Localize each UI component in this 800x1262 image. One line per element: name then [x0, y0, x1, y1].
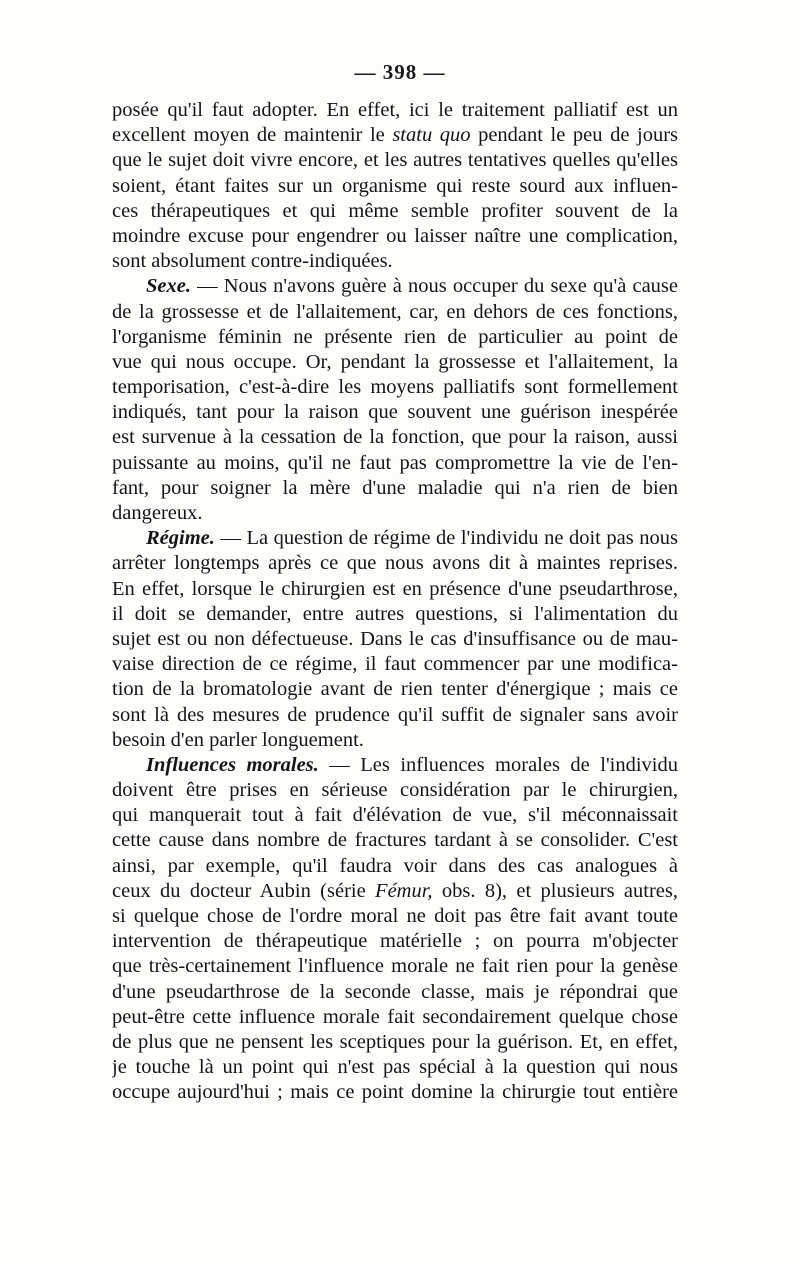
section-heading: Influences morales.: [146, 753, 319, 776]
text-line: [112, 803, 678, 828]
line-text: si quelque chose de l'ordre moral ne doit pas être fait avant toute: [112, 905, 678, 927]
line-text: tion de la bromatologie avant de rien tenter d'énergique ; mais ce: [112, 678, 678, 701]
line-text: pendant le peu de jours: [470, 124, 678, 147]
line-text: moindre excuse pour engendrer ou laisser naître une complication,: [112, 224, 678, 247]
text-line: [112, 1005, 678, 1030]
italic-phrase: Fémur,: [375, 879, 433, 902]
text-line: [112, 954, 678, 979]
line-text: soient, étant faites sur un organisme qui reste sourd aux influen-: [112, 174, 678, 197]
text-line: [112, 1030, 678, 1055]
text-line: [112, 274, 678, 299]
text-line: [112, 425, 678, 450]
line-text: ceux du docteur Aubin (série: [112, 879, 376, 902]
text-line: [112, 753, 678, 778]
text-line: [112, 854, 678, 879]
line-text: vue qui nous occupe. Or, pendant la grossesse et l'allaitement, la: [112, 350, 678, 373]
italic-phrase: statu quo: [392, 124, 471, 147]
line-text: qui manquerait tout à fait d'élévation de vue, s'il méconnaissait: [112, 804, 678, 827]
line-text: vaise direction de ce régime, il faut commencer par une modifica-: [112, 653, 678, 676]
text-line: [112, 174, 678, 199]
line-text: intervention de thérapeutique matérielle ; on pourra m'objecter: [112, 930, 678, 953]
line-text: il doit se demander, entre autres questions, si l'alimentation du: [112, 602, 678, 625]
line-text: obs. 8), et plusieurs autres,: [432, 879, 678, 902]
line-text: — La question de régime de l'individu ne doit pas nous: [214, 527, 678, 550]
text-line: [112, 980, 678, 1005]
text-line: [112, 249, 678, 274]
body-text: [112, 98, 678, 1106]
line-text: de la grossesse et de l'allaitement, car, en dehors de ces fonctions,: [112, 300, 678, 323]
line-text: je touche là un point qui n'est pas spécial à la question qui nous: [112, 1056, 678, 1079]
text-line: [112, 199, 678, 224]
line-text: posée qu'il faut adopter. En effet, ici le traitement palliatif est un: [112, 99, 678, 121]
text-line: [112, 728, 678, 753]
text-line: [112, 451, 678, 476]
text-line: [112, 551, 678, 576]
text-line: [112, 929, 678, 954]
text-line: [112, 703, 678, 728]
text-line: [112, 375, 678, 400]
text-line: [112, 148, 678, 173]
text-line: [112, 476, 678, 501]
line-text: ces thérapeutiques et qui même semble profiter souvent de la: [112, 199, 678, 222]
line-text: — Nous n'avons guère à nous occuper du sexe qu'à cause: [190, 275, 678, 298]
line-text: cette cause dans nombre de fractures tardant à se consolider. C'est: [112, 829, 678, 852]
line-text: d'une pseudarthrose de la seconde classe, mais je répondrai que: [112, 980, 678, 1003]
line-text: temporisation, c'est-à-dire les moyens palliatifs sont formellement: [112, 376, 678, 399]
text-line: [112, 879, 678, 904]
line-text: indiqués, tant pour la raison que souvent une guérison inespérée: [112, 401, 678, 424]
line-text: sont absolument contre-indiquées.: [112, 250, 393, 273]
text-line: [112, 627, 678, 652]
text-line: [112, 1055, 678, 1080]
text-line: [112, 1080, 678, 1105]
line-text: fant, pour soigner la mère d'une maladie qui n'a rien de bien: [112, 476, 678, 499]
text-line: [112, 501, 678, 526]
text-line: [112, 778, 678, 803]
line-text: ainsi, par exemple, qu'il faudra voir dans des cas analogues à: [112, 854, 678, 877]
text-line: [112, 904, 678, 929]
text-line: [112, 677, 678, 702]
text-line: [112, 300, 678, 325]
text-line: [112, 224, 678, 249]
section-heading: Sexe.: [146, 275, 191, 298]
line-text: puissante au moins, qu'il ne faut pas compromettre la vie de l'en-: [112, 451, 678, 474]
text-line: [112, 602, 678, 627]
line-text: arrêter longtemps après ce que nous avons dit à maintes reprises.: [112, 552, 678, 575]
text-line: [112, 828, 678, 853]
text-line: [112, 123, 678, 148]
text-line: [112, 577, 678, 602]
section-heading: Régime.: [146, 527, 215, 550]
line-text: que très-certainement l'influence morale ne fait rien pour la genèse: [112, 955, 678, 978]
line-text: sujet est ou non défectueuse. Dans le cas d'insuffisance ou de mau-: [112, 627, 678, 650]
text-line: [112, 652, 678, 677]
text-line: [112, 325, 678, 350]
line-text: l'organisme féminin ne présente rien de particulier au point de: [112, 325, 678, 348]
line-text: — Les influences morales de l'individu: [318, 753, 678, 776]
line-text: de plus que ne pensent les sceptiques pour la guérison. Et, en effet,: [112, 1030, 678, 1053]
text-line: [112, 400, 678, 425]
text-line: [112, 98, 678, 123]
line-text: dangereux.: [112, 502, 203, 524]
line-text: occupe aujourd'hui ; mais ce point domine la chirurgie tout entière: [112, 1081, 678, 1104]
line-text: besoin d'en parler longuement.: [112, 728, 364, 751]
line-text: est survenue à la cessation de la fonction, que pour la raison, aussi: [112, 426, 678, 449]
line-text: excellent moyen de maintenir le: [112, 124, 393, 147]
line-text: En effet, lorsque le chirurgien est en présence d'une pseudarthrose,: [112, 577, 678, 600]
line-text: peut-être cette influence morale fait secondairement quelque chose: [112, 1005, 678, 1028]
text-line: [112, 526, 678, 551]
text-line: [112, 350, 678, 375]
line-text: doivent être prises en sérieuse considération par le chirurgien,: [112, 779, 678, 802]
line-text: sont là des mesures de prudence qu'il suffit de signaler sans avoir: [112, 703, 678, 726]
page-number: — 398 —: [354, 60, 446, 84]
line-text: que le sujet doit vivre encore, et les autres tentatives quelles qu'elles: [112, 149, 678, 172]
